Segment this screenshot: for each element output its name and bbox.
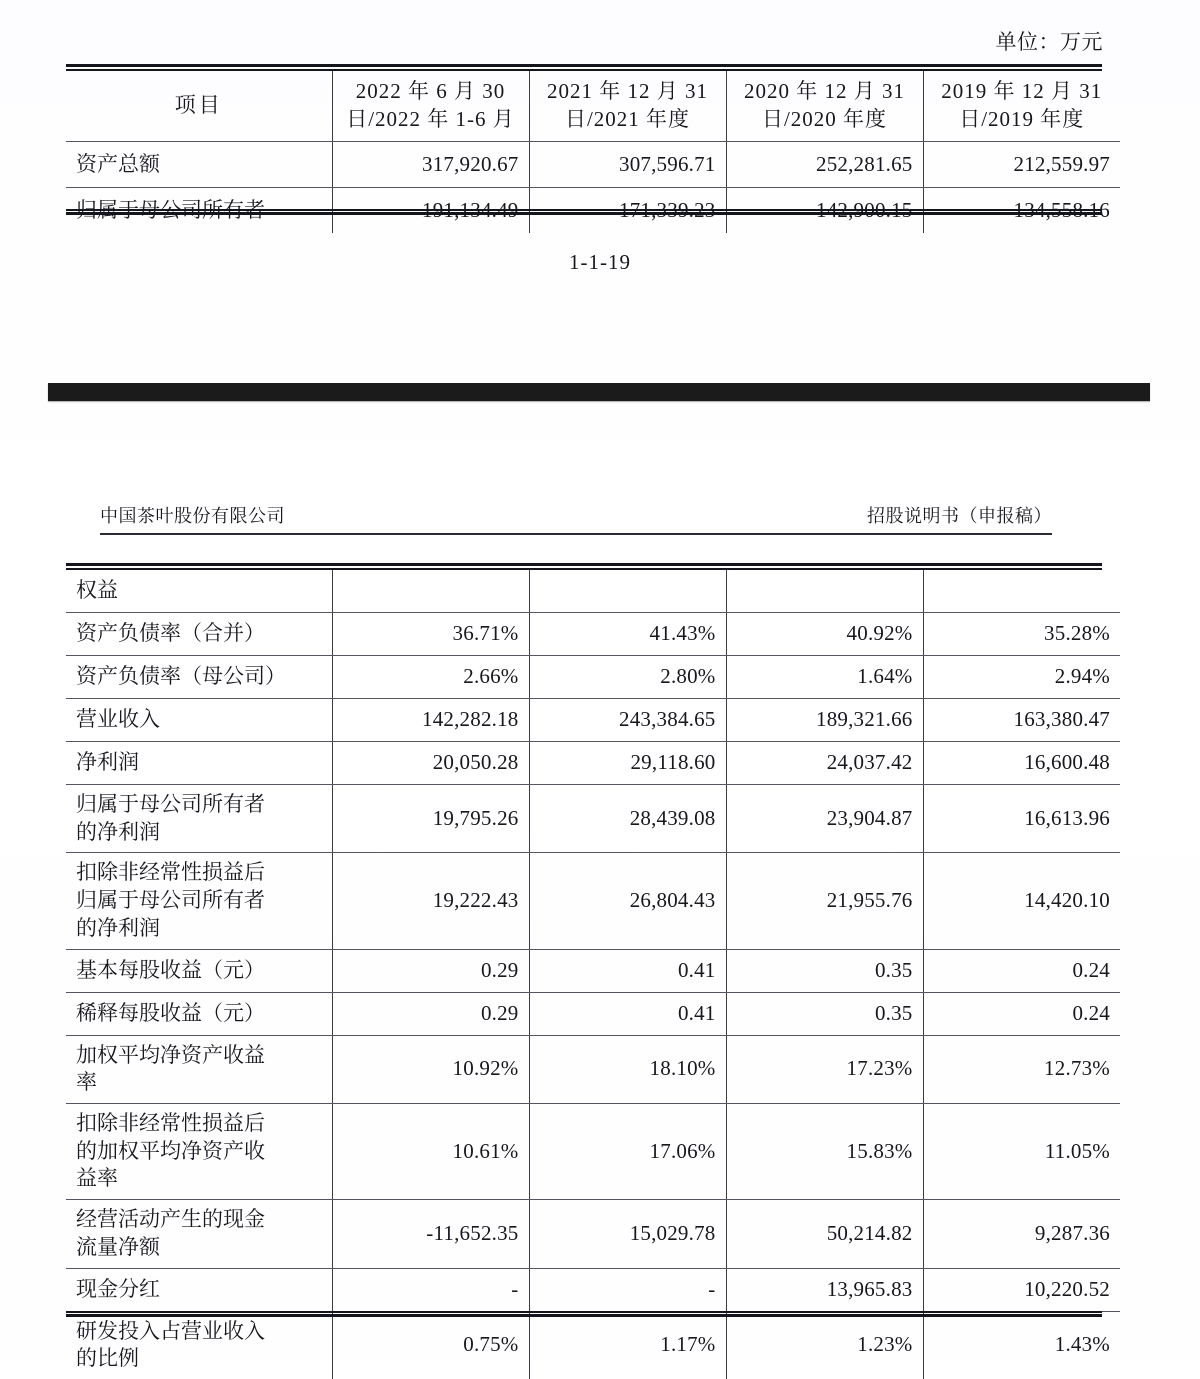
row-value: 0.29 <box>332 949 529 992</box>
row-value: 9,287.36 <box>923 1200 1120 1268</box>
row-value: 21,955.76 <box>726 853 923 949</box>
row-value: 28,439.08 <box>529 785 726 853</box>
row-value: 0.24 <box>923 949 1120 992</box>
table-row <box>66 1035 1120 1103</box>
row-value: 307,596.71 <box>529 142 726 188</box>
row-label-line: 资产负债率（合并） <box>76 621 265 646</box>
row-value <box>923 570 1120 613</box>
row-value: 0.41 <box>529 949 726 992</box>
row-value: 2.94% <box>923 656 1120 699</box>
row-value: 36.71% <box>332 613 529 656</box>
row-value: 171,339.23 <box>529 188 726 234</box>
table1-header-col-1 <box>332 71 529 142</box>
row-value: 191,134.49 <box>332 188 529 234</box>
row-value: 0.24 <box>923 992 1120 1035</box>
table-row <box>66 1104 1120 1200</box>
table1-header-item: 项目 <box>66 71 332 142</box>
table1-body <box>66 142 1120 234</box>
table1-header-col-2 <box>529 71 726 142</box>
row-value <box>726 570 923 613</box>
row-label-line: 归属于母公司所有者 <box>76 792 265 816</box>
row-label: 资产总额 <box>66 142 332 188</box>
table1-header-col-3-line1: 2020 年 12 月 31 <box>744 79 905 104</box>
table-row <box>66 785 1120 853</box>
page-separator-bar <box>48 383 1150 401</box>
row-value: 16,600.48 <box>923 742 1120 785</box>
row-value: 134,558.16 <box>923 188 1120 234</box>
table-row <box>66 949 1120 992</box>
row-value: 41.43% <box>529 613 726 656</box>
table-row <box>66 699 1120 742</box>
row-value: 0.75% <box>332 1311 529 1379</box>
row-value: 10.92% <box>332 1035 529 1103</box>
row-value: 1.64% <box>726 656 923 699</box>
row-value: 14,420.10 <box>923 853 1120 949</box>
row-label <box>66 570 332 613</box>
row-value: 19,222.43 <box>332 853 529 949</box>
row-value: 1.17% <box>529 1311 726 1379</box>
row-label-line: 益率 <box>76 1166 118 1191</box>
table1-header-row <box>66 71 1120 142</box>
row-value: 50,214.82 <box>726 1200 923 1268</box>
summary-table-financial-indicators <box>66 570 1120 1379</box>
running-header-company: 中国茶叶股份有限公司 <box>100 506 285 526</box>
table1-head <box>66 71 1120 142</box>
row-label <box>66 699 332 742</box>
row-label-line: 权益 <box>76 578 118 603</box>
row-value: 19,795.26 <box>332 785 529 853</box>
row-label-line: 资产负债率（母公司） <box>76 664 286 689</box>
row-label-line: 扣除非经常性损益后 <box>76 860 265 885</box>
row-value: 11.05% <box>923 1104 1120 1200</box>
row-value: 10.61% <box>332 1104 529 1200</box>
row-label-line: 现金分红 <box>76 1276 160 1301</box>
row-value: 317,920.67 <box>332 142 529 188</box>
row-label <box>66 613 332 656</box>
row-value: - <box>529 1268 726 1311</box>
row-label-line: 的净利润 <box>76 915 160 940</box>
row-value: 2.66% <box>332 656 529 699</box>
row-label <box>66 1104 332 1200</box>
row-value: 24,037.42 <box>726 742 923 785</box>
row-value: 212,559.97 <box>923 142 1120 188</box>
row-value: 0.41 <box>529 992 726 1035</box>
row-label <box>66 656 332 699</box>
row-value: 15.83% <box>726 1104 923 1200</box>
row-label <box>66 1268 332 1311</box>
row-value: 10,220.52 <box>923 1268 1120 1311</box>
row-label-line: 率 <box>76 1070 97 1095</box>
row-value: 1.43% <box>923 1311 1120 1379</box>
table-row <box>66 570 1120 613</box>
row-label <box>66 785 332 853</box>
row-value: 189,321.66 <box>726 699 923 742</box>
row-label <box>66 992 332 1035</box>
row-value: 40.92% <box>726 613 923 656</box>
row-value: 23,904.87 <box>726 785 923 853</box>
row-value: 17.06% <box>529 1104 726 1200</box>
row-value: 13,965.83 <box>726 1268 923 1311</box>
row-label: 归属于母公司所有者 <box>76 197 265 222</box>
row-label-line: 加权平均净资产收益 <box>76 1042 265 1067</box>
table-row <box>66 1200 1120 1268</box>
row-value: 20,050.28 <box>332 742 529 785</box>
row-value: 18.10% <box>529 1035 726 1103</box>
row-label-line: 的加权平均净资产收 <box>76 1138 265 1163</box>
row-value: - <box>332 1268 529 1311</box>
table2-body <box>66 570 1120 1379</box>
row-label <box>66 949 332 992</box>
table-row <box>66 1268 1120 1311</box>
unit-note: 单位：万元 <box>995 30 1103 54</box>
table1-header-col-3 <box>726 71 923 142</box>
row-value <box>529 570 726 613</box>
row-label <box>66 742 332 785</box>
table1-header-col-4 <box>923 71 1120 142</box>
row-label-line: 稀释每股收益（元） <box>76 1000 265 1025</box>
table-row <box>66 1311 1120 1379</box>
row-value: -11,652.35 <box>332 1200 529 1268</box>
row-value <box>332 570 529 613</box>
table1-header-col-4-line2: 日/2019 年度 <box>959 107 1085 131</box>
running-header-doctype: 招股说明书（申报稿） <box>867 506 1052 526</box>
row-value: 16,613.96 <box>923 785 1120 853</box>
table-row <box>66 613 1120 656</box>
row-value: 252,281.65 <box>726 142 923 188</box>
row-label-line: 基本每股收益（元） <box>76 957 265 982</box>
table-row <box>66 656 1120 699</box>
row-label-line: 的比例 <box>76 1346 139 1371</box>
table-row <box>66 853 1120 949</box>
page-folio: 1-1-19 <box>569 250 631 274</box>
row-label-line: 的净利润 <box>76 819 160 844</box>
row-value: 26,804.43 <box>529 853 726 949</box>
table1-header-col-1-line2: 日/2022 年 1-6 月 <box>346 107 515 131</box>
row-label-line: 归属于母公司所有者 <box>76 888 265 913</box>
row-value: 2.80% <box>529 656 726 699</box>
row-value: 142,900.15 <box>726 188 923 234</box>
row-value: 15,029.78 <box>529 1200 726 1268</box>
row-value: 0.35 <box>726 949 923 992</box>
row-value: 17.23% <box>726 1035 923 1103</box>
row-label-line: 净利润 <box>76 750 139 775</box>
row-value: 35.28% <box>923 613 1120 656</box>
row-label-line: 扣除非经常性损益后 <box>76 1111 265 1136</box>
row-label <box>66 1200 332 1268</box>
row-value: 243,384.65 <box>529 699 726 742</box>
table-row <box>66 742 1120 785</box>
row-label-line: 营业收入 <box>76 707 160 732</box>
running-header <box>100 502 1052 535</box>
row-label <box>66 1035 332 1103</box>
table-row <box>66 142 1120 188</box>
table-row <box>66 992 1120 1035</box>
row-value: 1.23% <box>726 1311 923 1379</box>
row-value: 142,282.18 <box>332 699 529 742</box>
table1-header-col-2-line1: 2021 年 12 月 31 <box>547 79 708 104</box>
table1-header-col-2-line2: 日/2021 年度 <box>564 107 691 131</box>
row-label-line: 流量净额 <box>76 1234 160 1259</box>
row-label <box>66 853 332 949</box>
table1-header-col-3-line2: 日/2020 年度 <box>761 107 888 131</box>
row-value: 29,118.60 <box>529 742 726 785</box>
row-value: 0.29 <box>332 992 529 1035</box>
table1-header-col-1-line1: 2022 年 6 月 30 <box>355 79 506 104</box>
row-label <box>66 1311 332 1379</box>
row-value: 0.35 <box>726 992 923 1035</box>
table1-header-col-4-line1: 2019 年 12 月 31 <box>941 79 1103 104</box>
row-value: 163,380.47 <box>923 699 1120 742</box>
row-label-line: 研发投入占营业收入 <box>76 1318 265 1343</box>
row-value: 12.73% <box>923 1035 1120 1103</box>
row-label-line: 经营活动产生的现金 <box>76 1207 265 1232</box>
